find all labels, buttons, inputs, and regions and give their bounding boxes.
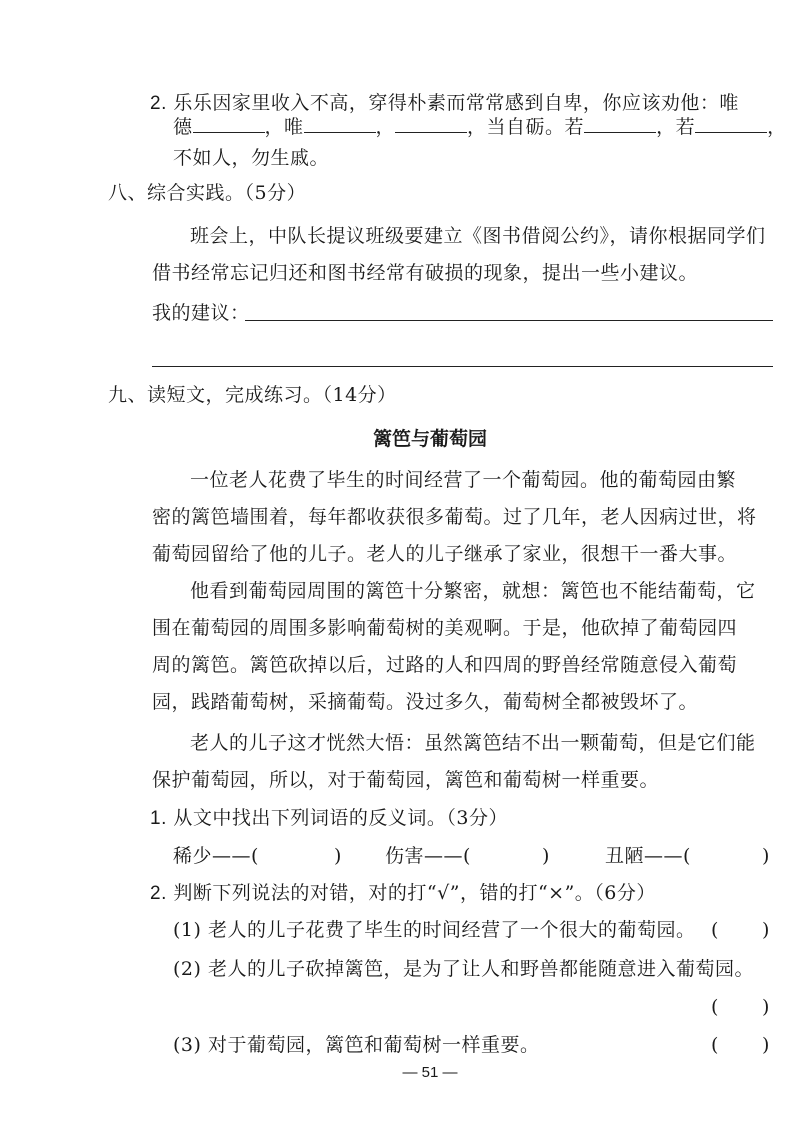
antonym-label-1: 稀少——( — [173, 845, 259, 867]
q7-2-seg-wei: ，唯 — [264, 116, 304, 138]
judge-open-3[interactable]: ( — [711, 1034, 719, 1056]
q9-1 — [150, 803, 508, 834]
q9-1-text: 从文中找出下列词语的反义词。（3分） — [173, 807, 508, 829]
passage-p2-line1: 他看到葡萄园周围的篱笆十分繁密，就想：篱笆也不能结葡萄，它 — [190, 580, 756, 602]
passage-title: 篱笆与葡萄园 — [372, 428, 487, 450]
passage-p3-line2: 保护葡萄园，所以，对于葡萄园，篱笆和葡萄树一样重要。 — [152, 769, 660, 791]
q7-2-blank-1[interactable] — [193, 112, 265, 133]
suggestion-line-2[interactable] — [152, 366, 773, 367]
q9-2-number: 2. — [150, 883, 167, 904]
q7-2-line3: 不如人，勿生戚。 — [173, 147, 330, 169]
passage-p2-line4: 园，践踏葡萄树，采摘葡萄。没过多久，葡萄树全都被毁坏了。 — [152, 691, 699, 713]
q7-2-seg-de: 德 — [173, 116, 193, 138]
judge-statement-3: (3) 对于葡萄园，篱笆和葡萄树一样重要。 — [173, 1034, 540, 1056]
q7-2-blank-3[interactable] — [395, 112, 467, 133]
q7-2-line2 — [173, 112, 787, 142]
passage-p1-line2: 密的篱笆墙围着，每年都收获很多葡萄。过了几年，老人因病过世，将 — [152, 506, 757, 528]
antonym-item-3 — [605, 841, 691, 871]
q7-2-seg-end-comma: ， — [767, 116, 787, 138]
antonym-label-2: 伤害——( — [385, 845, 471, 867]
section8-para-line1: 班会上，中队长提议班级要建立《图书借阅公约》，请你根据同学们 — [190, 225, 766, 247]
q7-2-number: 2. — [150, 93, 167, 114]
section8-heading: 八、综合实践。（5分） — [108, 182, 307, 204]
antonym-close-3[interactable]: ) — [762, 845, 770, 867]
passage-p1-line1: 一位老人花费了毕生的时间经营了一个葡萄园。他的葡萄园由繁 — [190, 469, 737, 491]
suggestion-line-1[interactable] — [245, 320, 773, 321]
judge-statement-2: (2) 老人的儿子砍掉篱笆，是为了让人和野兽都能随意进入葡萄园。 — [173, 958, 754, 980]
page-number: — 51 — — [402, 1064, 458, 1081]
passage-p3-line1: 老人的儿子这才恍然大悟：虽然篱笆结不出一颗葡萄，但是它们能 — [190, 732, 756, 754]
antonym-item-2 — [385, 841, 471, 871]
judge-close-3[interactable]: ) — [762, 1034, 770, 1056]
antonym-label-3: 丑陋——( — [605, 845, 691, 867]
q9-1-number: 1. — [150, 808, 167, 829]
judge-close-2[interactable]: ) — [762, 996, 770, 1018]
passage-p2-line2: 围在葡萄园的周围多影响葡萄树的美观啊。于是，他砍掉了葡萄园四 — [152, 617, 738, 639]
judge-statement-1: (1) 老人的儿子花费了毕生的时间经营了一个很大的葡萄园。 — [173, 919, 696, 941]
passage-p1-line3: 葡萄园留给了他的儿子。老人的儿子继承了家业，很想干一番大事。 — [152, 543, 738, 565]
q7-2-seg-dangzili: ，当自砺。若 — [467, 116, 585, 138]
section9-heading: 九、读短文，完成练习。（14分） — [108, 384, 397, 406]
antonym-item-1 — [173, 841, 259, 871]
judge-open-1[interactable]: ( — [711, 919, 719, 941]
q7-2-blank-2[interactable] — [304, 112, 376, 133]
section8-para-line2: 借书经常忘记归还和图书经常有破损的现象，提出一些小建议。 — [152, 262, 699, 284]
q7-2-seg-ruo: ，若 — [656, 116, 696, 138]
suggestion-label: 我的建议： — [152, 302, 250, 324]
judge-close-1[interactable]: ) — [762, 919, 770, 941]
judge-open-2[interactable]: ( — [711, 996, 719, 1018]
passage-p2-line3: 周的篱笆。篱笆砍掉以后，过路的人和四周的野兽经常随意侵入葡萄 — [152, 654, 738, 676]
q7-2-text: 乐乐因家里收入不高，穿得朴素而常常感到自卑，你应该劝他：唯 — [173, 92, 739, 114]
q7-2-blank-4[interactable] — [584, 112, 656, 133]
q7-2-seg-comma: ， — [375, 116, 396, 138]
antonym-close-1[interactable]: ) — [334, 845, 342, 867]
q9-2-text: 判断下列说法的对错，对的打“√”，错的打“×”。（6分） — [173, 882, 656, 904]
antonym-close-2[interactable]: ) — [542, 845, 550, 867]
q7-2-blank-5[interactable] — [695, 112, 767, 133]
q9-2 — [150, 878, 656, 909]
